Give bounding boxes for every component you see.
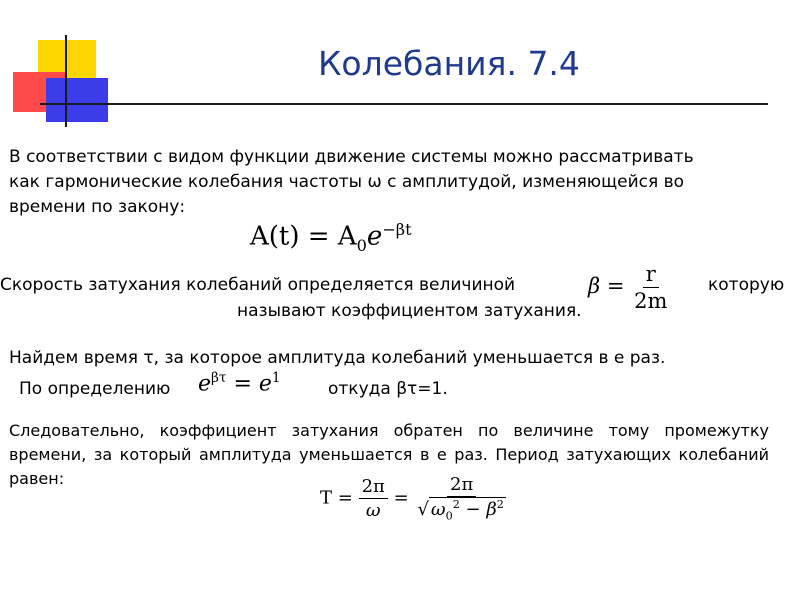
paragraph-4: Следовательно, коэффициент затухания обратен по величине тому промежутку времени, за который амплитуда уменьшается в е раз. Период затухающих колебаний равен: bbox=[9, 421, 769, 488]
formula-beta-equals: = bbox=[606, 274, 625, 298]
title-underline bbox=[40, 103, 768, 105]
formula-beta-fraction bbox=[631, 262, 670, 313]
formula-amplitude-lhs: A(t) bbox=[250, 221, 300, 252]
formula-period bbox=[320, 474, 509, 523]
formula-amplitude-exponent: −βt bbox=[382, 220, 412, 239]
formula-amplitude-e: e bbox=[366, 221, 383, 252]
paragraph-2-line-2: называют коэффициентом затухания. bbox=[237, 301, 582, 321]
formula-period-omega0: ω bbox=[430, 499, 446, 520]
formula-period-numerator-2: 2π bbox=[447, 474, 476, 497]
formula-period-lhs: T bbox=[320, 487, 333, 509]
formula-definition-equals: = bbox=[233, 371, 252, 397]
formula-period-omega0-sup: 2 bbox=[452, 498, 460, 511]
paragraph-3-line-2-start: По определению bbox=[19, 379, 171, 399]
paragraph-3-line-1: Найдем время τ, за которое амплитуда колебаний уменьшается в е раз. bbox=[9, 348, 666, 368]
paragraph-1 bbox=[9, 145, 694, 220]
formula-period-denominator-1: ω bbox=[365, 499, 381, 521]
formula-period-equals-1: = bbox=[337, 487, 353, 509]
formula-definition-e2: e bbox=[258, 371, 272, 397]
formula-period-equals-2: = bbox=[393, 487, 409, 509]
formula-definition-exp1: βτ bbox=[211, 370, 227, 386]
paragraph-1-line-1: В соответствии с видом функции движение системы можно рассматривать bbox=[9, 147, 694, 167]
formula-beta-numerator: r bbox=[643, 262, 659, 288]
paragraph-3-line-2-end: откуда βτ=1. bbox=[328, 379, 448, 399]
slide-title: Колебания. 7.4 bbox=[318, 44, 580, 83]
paragraph-2-line-1-end: которую bbox=[708, 275, 785, 295]
formula-beta-lhs: β bbox=[588, 274, 601, 298]
formula-period-numerator-1: 2π bbox=[359, 476, 388, 499]
formula-amplitude bbox=[250, 220, 412, 255]
decor-blue-square bbox=[46, 78, 108, 122]
paragraph-2-line-1: Скорость затухания колебаний определяется величиной bbox=[0, 275, 516, 295]
formula-period-fraction-2 bbox=[414, 474, 508, 523]
formula-amplitude-equals: = bbox=[307, 221, 330, 252]
formula-definition-exp2: 1 bbox=[271, 370, 281, 386]
paragraph-1-line-3: времени по закону: bbox=[9, 197, 186, 217]
decor-vertical-line bbox=[65, 35, 67, 127]
formula-period-fraction-1 bbox=[359, 476, 388, 521]
formula-definition bbox=[198, 370, 281, 396]
formula-beta bbox=[588, 262, 670, 313]
formula-period-radicand bbox=[429, 497, 506, 523]
formula-period-beta-sup: 2 bbox=[496, 498, 504, 511]
formula-definition-e1: e bbox=[198, 371, 212, 397]
sqrt-icon: √ bbox=[417, 499, 429, 520]
paragraph-1-line-2: как гармонические колебания частоты ω с амплитудой, изменяющейся во bbox=[9, 172, 685, 192]
formula-beta-denominator: 2m bbox=[634, 289, 668, 313]
formula-period-omega0-sub: 0 bbox=[445, 509, 453, 523]
formula-amplitude-a0: A bbox=[337, 221, 357, 252]
formula-amplitude-a0-subscript: 0 bbox=[356, 235, 367, 255]
formula-period-denominator-2 bbox=[414, 497, 508, 523]
formula-period-minus-beta: − β bbox=[459, 499, 497, 520]
